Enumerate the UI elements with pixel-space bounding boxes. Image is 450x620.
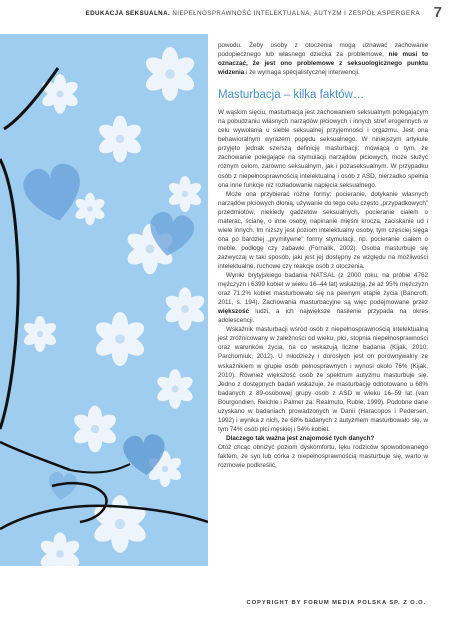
flower-decoration	[167, 176, 204, 212]
article-column	[218, 41, 428, 470]
flower-decoration	[22, 316, 59, 352]
emphasis-text: większość	[218, 308, 250, 316]
paragraph: Wskaźnik masturbacji wśród osób z niepełnosprawnością intelektualną jest zróżnicowany w zależności od wieku, płci, stopnia niepełnosprawności oraz warunków życia, na co wskazują liczne badania (Kijak, 2010; Parchomiuk, 2012). U młodzieży i dorosłych jest on porównywalny ze wskaźnikiem w grupie osób pełnosprawnych i wynosi około 76% (Kijak, 2010). Również większość osób ze spektrum autyzmu masturbuje się. Jedno z dostępnych badań wskazuje, że masturbację odnotowano u 68% badanych z 89-osobowej grupy osób z ASD w wieku 16–59 lat (van Bourgondien, Reichle i Palmer za: Realmuto, Ruble, 1999). Podobne dane uzyskano w badaniach prowadzonych w Danii (Haracopos i Pedersen, 1992) i wynika z nich, że 68% badanych z autyzmem masturbowało się, w tym 74% osób płci męskiej i 54% kobiet.	[218, 326, 428, 433]
header-subtitle: NIEPEŁNOSPRAWNOŚĆ INTELEKTUALNA, AUTYZM I ZESPÓŁ ASPERGERA	[170, 10, 420, 17]
flower-decoration	[163, 287, 207, 330]
illustration-art	[0, 34, 208, 566]
flower-decoration	[96, 116, 144, 163]
paragraph: W wąskim sięciu, masturbacja jest zachowaniem seksualnym polegającym na pobudzaniu własnych narządów płciowych i innych stref erogennych w celu wywołania u siebie seksualnej przyjemności i orgazmu. Jest ona behawioralnym wyrazem popędu seksualnego. W niniejszym artykule przyjęto jednak szerszą definicję masturbacji: mówiącą o tym, że zachowanie polegające na stymulacji narządów płciowych, może służyć różnym celom, zarówno seksualnym, jak i pozaseksualnym. W przypadku osób z niepełnosprawnością intelektualną i osób z ASD, nierzadko spełnia ona inne funkcje niż rozładowanie napięcia seksualnego.	[218, 109, 428, 189]
running-header	[86, 10, 420, 17]
flower-decoration	[73, 193, 106, 225]
header-section: EDUKACJA SEKSUALNA.	[85, 10, 171, 17]
flower-decoration	[92, 312, 147, 366]
paragraph: Może ona przybierać różne formy: pocieranie, dotykanie własnych narządów płciowych dłonią, używanie do tego celu często „przypadkowych” przedmiotów, niekiedy gadżetów seksualnych, pocieranie ciałem o materac, ścianę, o inne osoby, napinanie mięśni krocza, zaciskanie ud i wiele innych. Im niższy jest poziom intelektualny osoby, tym częściej sięga ona po bardziej „prymitywne” formy stymulacji, np. pocieranie ciałem o meble, podłogę czy zabawki (Fornalik, 2002). Osoba masturbuje się zazwyczaj w taki sposób, jaki jest jej dostępny ze względu na możliwości intelektualne, ruchowe czy reakcje osób z otoczenia.	[218, 190, 429, 270]
illustration-panel	[0, 34, 208, 566]
flower-decoration	[142, 47, 197, 101]
page-number: 7	[433, 4, 442, 21]
flower-decoration	[71, 406, 119, 453]
flower-decoration	[40, 74, 80, 114]
page-header	[0, 0, 450, 34]
flower-decoration	[91, 495, 150, 553]
question-heading: Dlaczego tak ważna jest znajomość tych danych?	[226, 434, 375, 442]
flower-decoration	[155, 369, 195, 409]
paragraph: powodu. Żeby osoby z otoczenia mogą uznawać zachowanie podopiecznego lub własnego dziecka za problemowe, nie musi to oznaczać, że jest ono problemowe z seksuologicznego punktu widzenia i że wymaga specjalistycznej interwencji.	[218, 42, 428, 77]
paragraph: Wyniki brytyjskiego badania NATSAL (z 2000 roku, na próbie 4762 mężczyzn i 6399 kobiet w wieku 16–44 lat) wskazują, że aż 95% mężczyzn oraz 71,2% kobiet masturbowało się na pewnym etapie życia (Bancroft, 2011, s. 194). Zachowania masturbacyjne są więc podejmowane przez większość ludzi, a ich największe nasilenie przypada na okres adolescencji.	[218, 272, 428, 325]
paragraph: Otóż chcąc obniżyć poziom dyskomfortu, lęku rodziców spowodowanego faktem, że syn lub córka z niepełnosprawnością masturbuje się, warto w rozmowie podkreślić,	[218, 443, 428, 470]
copyright-footer: COPYRIGHT BY FORUM MEDIA POLSKA SP. Z O.O.	[246, 600, 426, 606]
flower-decoration	[38, 532, 82, 566]
emphasis-text: nie musi to oznaczać, że jest ono problemowe z seksuologicznego punktu widzenia	[218, 51, 428, 77]
section-heading: Masturbacja – kilka faktów…	[218, 89, 365, 102]
heart-decoration	[46, 471, 78, 502]
